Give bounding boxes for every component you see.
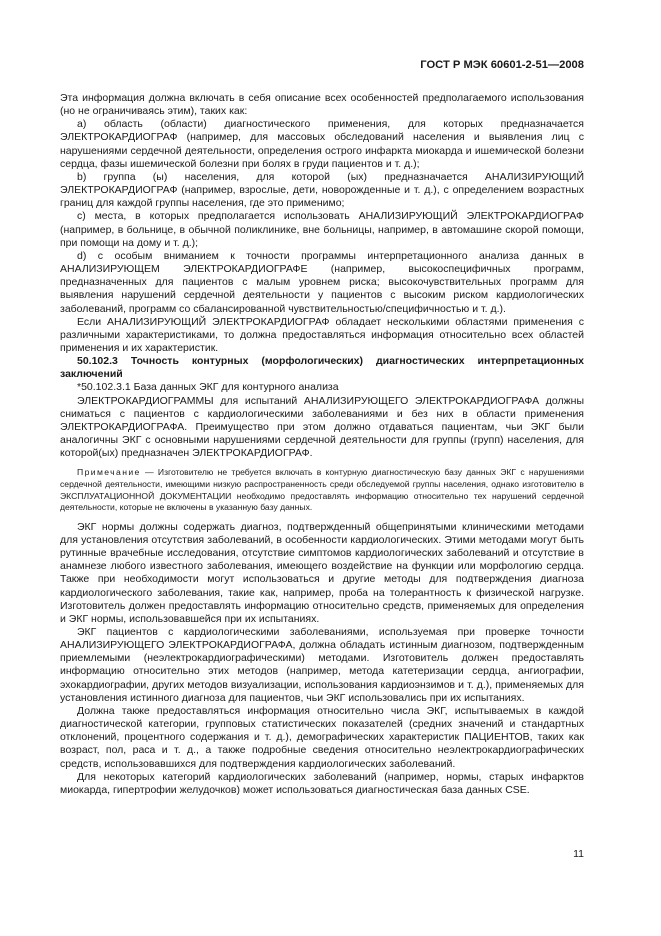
intro-paragraph: Эта информация должна включать в себя описание всех особенностей предполагаемого использования (но не ограничиваясь этим), таких как: — [60, 92, 584, 118]
paragraph-cse-database: Для некоторых категорий кардиологических заболеваний (например, нормы, старых инфарктов миокарда, гипертрофии желудочков) может использоваться диагностическая база данных CSE. — [60, 770, 584, 796]
note-label: Примечание — [77, 467, 141, 478]
list-item-a: a) область (области) диагностического применения, для которых предназначается ЭЛЕКТРОКАРДИОГРАФ (например, для массовых обследований населения и выявления лиц с нарушениями сердечной деятельности, определения острого инфаркта миокарда и ишемической болезни сердца, фазы ишемической болезни при болях в груди пациентов и т. д.); — [60, 118, 584, 170]
section-heading: 50.102.3 Точность контурных (морфологических) диагностических интерпретационных заключений — [60, 355, 584, 381]
standard-header: ГОСТ Р МЭК 60601-2-51—2008 — [420, 59, 584, 71]
document-page — [60, 58, 584, 928]
note-block — [60, 467, 584, 513]
page-number: 11 — [573, 848, 584, 860]
list-item-c: c) места, в которых предполагается использовать АНАЛИЗИРУЮЩИЙ ЭЛЕКТРОКАРДИОГРАФ (например, в больнице, в обычной поликлинике, вне больницы, например, в автомашине скорой помощи, при помощи на дому и т. д.); — [60, 210, 584, 249]
list-item-d: d) с особым вниманием к точности программы интерпретационного анализа данных в АНАЛИЗИРУЮЩЕМ ЭЛЕКТРОКАРДИОГРАФЕ (например, высокоспецифичных программ, предназначенных для пациентов с малым уровнем риска; высокочувствительных программ для выявления нарушений сердечной деятельности у пациентов с высоким риском кардиологических заболеваний, программ со сбалансированной чувствительностью/специфичностью и т. д.). — [60, 249, 584, 315]
subsection-heading: *50.102.3.1 База данных ЭКГ для контурного анализа — [77, 381, 339, 394]
paragraph-statistics: Должна также предоставляться информация относительно числа ЭКГ, испытываемых в каждой диагностической категории, групповых статистических показателей (средних значений и стандартных отклонений, процентного содержания и т. д.), демографических характеристик ПАЦИЕНТОВ, таких как возраст, пол, раса и т. д., а также подробные сведения относительно неэлектрокардиографических средств, использовавшихся для подтверждения кардиологических заболеваний. — [60, 704, 584, 770]
paragraph-ecg-database: ЭЛЕКТРОКАРДИОГРАММЫ для испытаний АНАЛИЗИРУЮЩЕГО ЭЛЕКТРОКАРДИОГРАФА должны сниматься с пациентов с кардиологическими заболеваниями и без них в области применения ЭЛЕКТРОКАРДИОГРАФА. Преимущество при этом должно отдаваться пациентам, чьи ЭКГ были аналогичны ЭКГ с основными нарушениями сердечной деятельности для группы (групп) населения, для которой(ых) предназначен ЭЛЕКТРОКАРДИОГРАФ. — [60, 394, 584, 460]
list-item-b: b) группа (ы) населения, для которой (ых) предназначается АНАЛИЗИРУЮЩИЙ ЭЛЕКТРОКАРДИОГРАФ (например, взрослые, дети, новорожденные и т. д.), с определением возрастных границ для каждой группы населения, где это применимо; — [60, 170, 584, 210]
paragraph-multiple-areas: Если АНАЛИЗИРУЮЩИЙ ЭЛЕКТРОКАРДИОГРАФ обладает несколькими областями применения с различными характеристиками, то должна предоставляться информация относительно всех областей применения и их характеристик. — [60, 315, 584, 354]
paragraph-patient-ecg: ЭКГ пациентов с кардиологическими заболеваниями, используемая при проверке точности АНАЛИЗИРУЮЩЕГО ЭЛЕКТРОКАРДИОГРАФА, должна обладать истинным диагнозом, подтвержденным приемлемыми (неэлектрокардиографическими) методами. Изготовитель должен предоставлять информацию относительно этих методов (например, метода катетеризации сердца, ангиографии, эхокардиографии, других методов визуализации, использования кардиоэнзимов и т. д.), применяемых для установления истинного диагноза для пациентов, чьи ЭКГ использовались при их испытаниях. — [60, 626, 584, 704]
note-text: — Изготовителю не требуется включать в контурную диагностическую базу данных ЭКГ с нарушениями сердечной деятельности, имеющими низкую распространенность среди обследуемой группы населения, однако изготовителю в ЭКСПЛУАТАЦИОННОЙ ДОКУМЕНТАЦИИ необходимо предоставлять информацию относительно тех нарушений сердечной деятельности, которые не включены в указанную базу данных. — [60, 467, 585, 513]
paragraph-normal-ecg: ЭКГ нормы должны содержать диагноз, подтвержденный общепринятыми клиническими методами для установления отсутствия заболеваний, в особенности кардиологических. Этими методами могут быть рутинные врачебные исследования, отсутствие симптомов кардиологических заболеваний и отсутствие в анамнезе любого известного заболевания, имеющего воздействие на функции или морфологию сердца. Также при необходимости могут использоваться и другие методы для подтверждения диагноза кардиологического заболевания, такие как, например, проба на толерантность к физической нагрузке. Изготовитель должен предоставлять информацию относительно средств, применяемых для определения и ЭКГ нормы, использовавшейся при их испытаниях. — [60, 520, 584, 625]
